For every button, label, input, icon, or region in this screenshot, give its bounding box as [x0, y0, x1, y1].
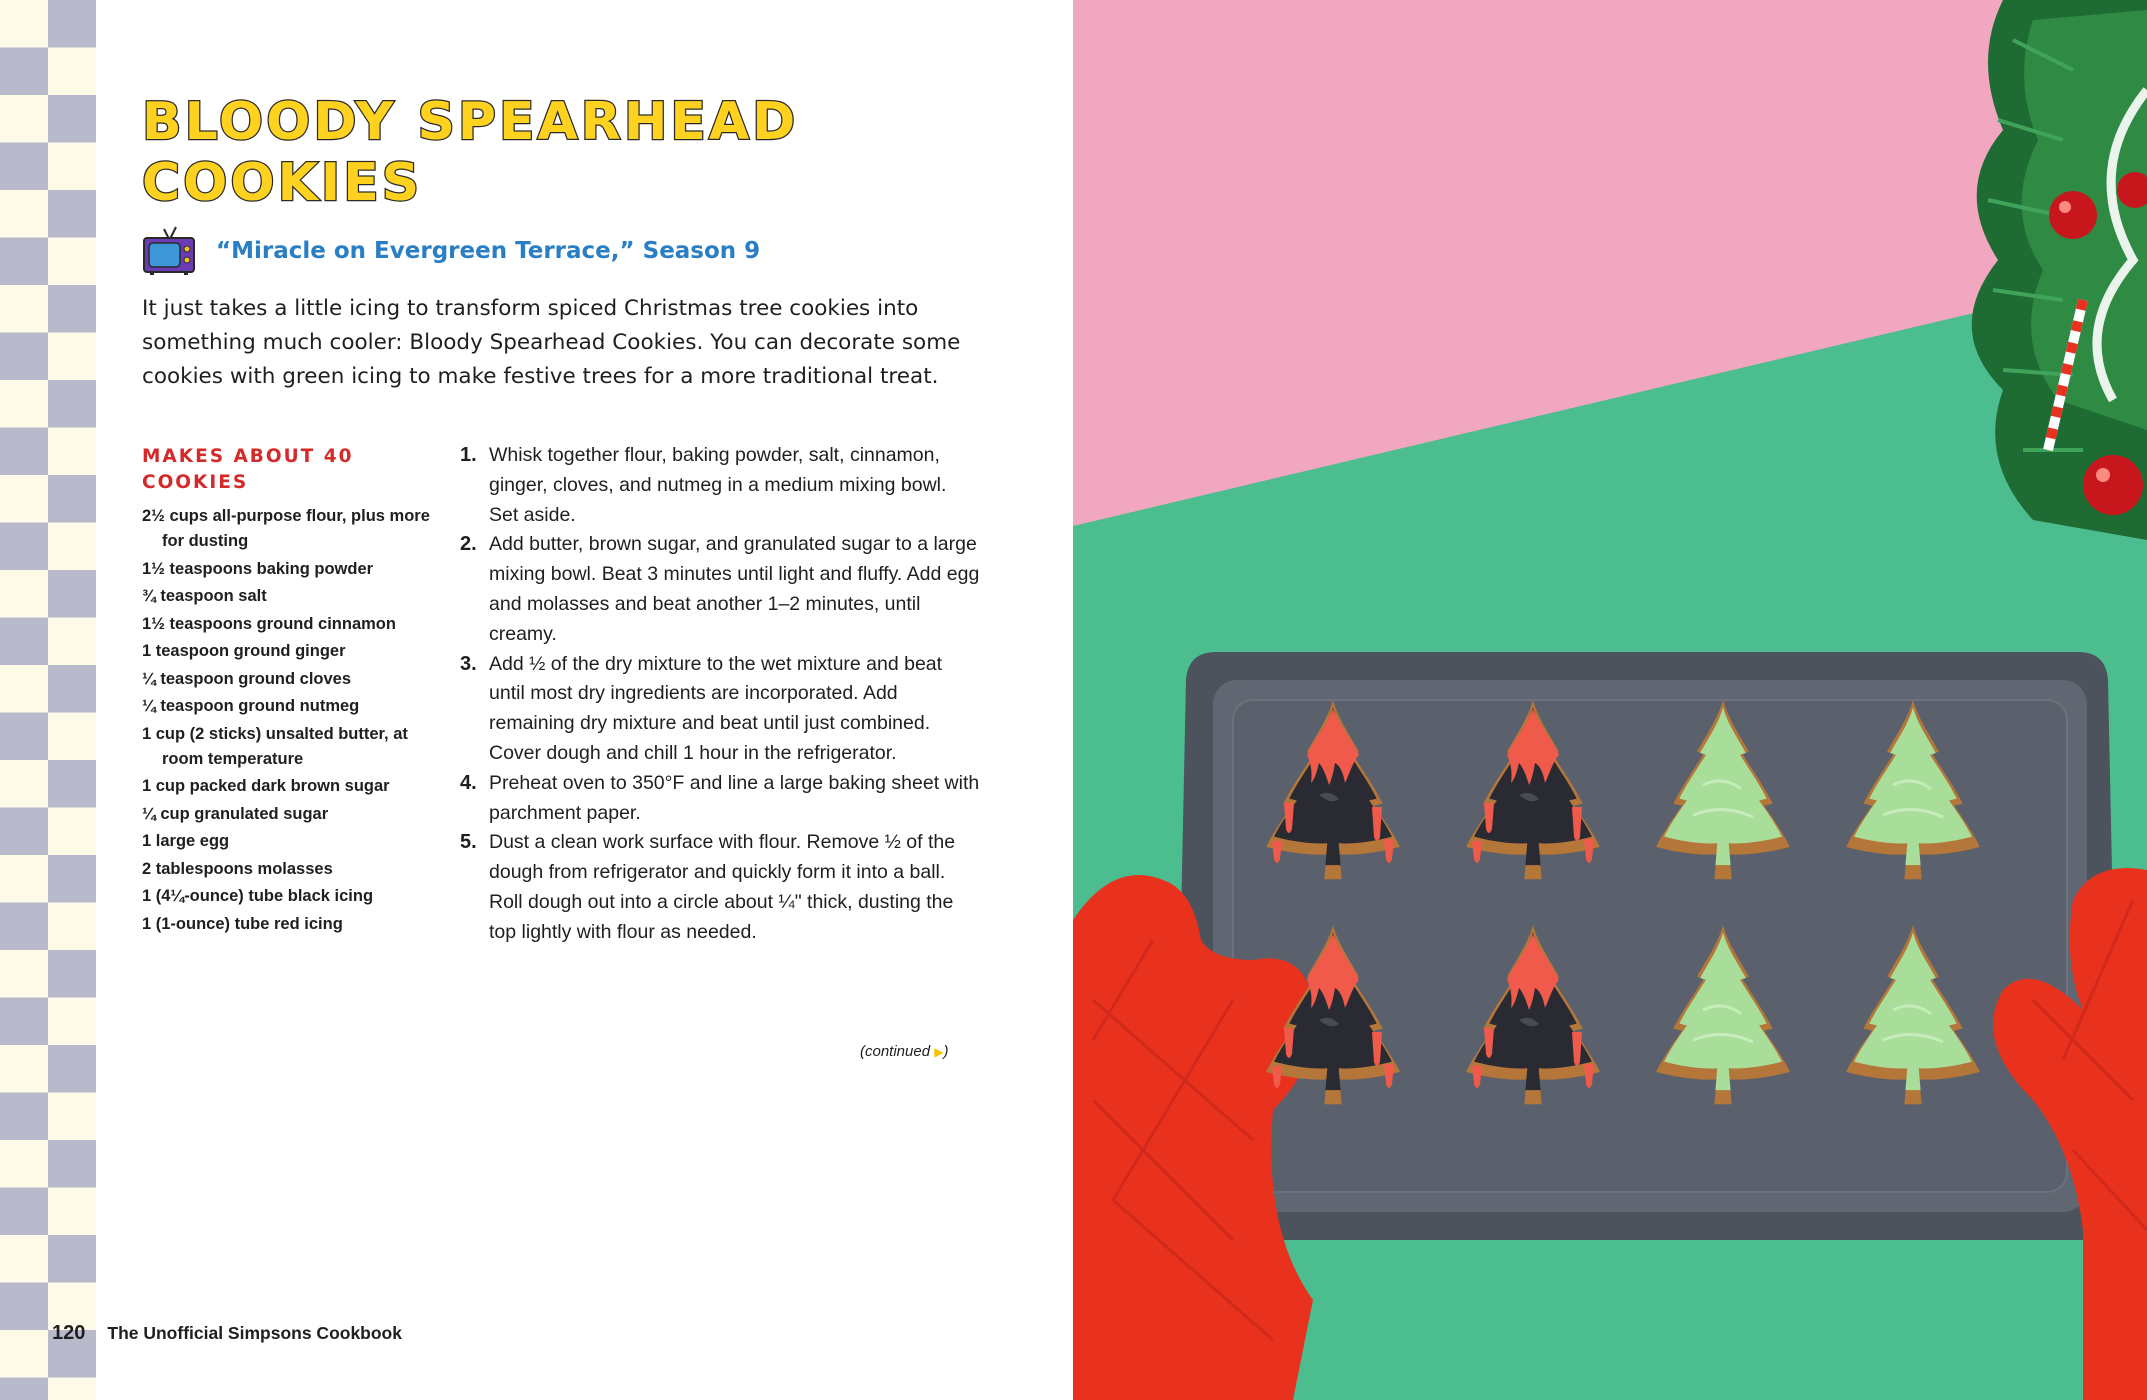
checker-square — [0, 618, 48, 666]
triangle-right-icon: ▶ — [934, 1045, 944, 1059]
checker-square — [48, 0, 96, 48]
checker-square — [48, 285, 96, 333]
checker-square — [48, 238, 96, 286]
checker-square — [0, 998, 48, 1046]
checker-square — [0, 1140, 48, 1188]
ingredient-item: 2½ cups all-purpose flour, plus more for dusting — [142, 507, 430, 550]
page-number: 120 — [52, 1322, 86, 1344]
step-number: 4. — [460, 771, 477, 794]
step-number: 1. — [460, 444, 477, 466]
checker-square — [48, 570, 96, 618]
checker-square — [0, 903, 48, 951]
checker-square — [48, 808, 96, 856]
checker-square — [0, 190, 48, 238]
checker-square — [0, 1188, 48, 1236]
ingredient-item: 1½ teaspoons ground cinnamon — [142, 614, 396, 633]
checker-square — [48, 760, 96, 808]
page-footer — [52, 1322, 402, 1345]
checker-square — [48, 380, 96, 428]
checker-square — [48, 950, 96, 998]
checker-square — [48, 1378, 96, 1400]
instruction-step — [460, 530, 980, 649]
step-number: 3. — [460, 652, 477, 675]
checker-square — [0, 143, 48, 191]
recipe-title-line-2: COOKIES — [142, 153, 423, 213]
ingredient-item: ¼ teaspoon ground cloves — [142, 669, 352, 688]
checker-square — [0, 285, 48, 333]
checker-square — [0, 333, 48, 381]
checker-square — [0, 713, 48, 761]
checker-square — [48, 1140, 96, 1188]
continued-label: continued — [865, 1043, 931, 1060]
checker-square — [0, 665, 48, 713]
instruction-step — [460, 828, 980, 947]
step-text: Whisk together flour, baking powder, salt, cinnamon, ginger, cloves, and nutmeg in a medium mixing bowl. Set aside. — [489, 444, 947, 526]
checker-square — [0, 1093, 48, 1141]
recipe-page — [0, 0, 1073, 1400]
ingredient-item: 1 (4¼-ounce) tube black icing — [142, 887, 374, 905]
checker-square — [48, 1235, 96, 1283]
checker-square — [0, 950, 48, 998]
tv-icon — [142, 226, 196, 276]
checker-square — [48, 1188, 96, 1236]
checkerboard-border — [0, 0, 96, 1400]
checker-square — [0, 380, 48, 428]
ingredient-item: 1 cup packed dark brown sugar — [142, 777, 390, 795]
checker-square — [0, 1235, 48, 1283]
step-number: 5. — [460, 831, 477, 854]
episode-label: “Miracle on Evergreen Terrace,” Season 9 — [216, 238, 761, 264]
checker-square — [48, 998, 96, 1046]
recipe-yield: MAKES ABOUT 40 COOKIES — [142, 446, 354, 493]
ingredient-item: ¼ teaspoon ground nutmeg — [142, 697, 360, 715]
checker-square — [48, 95, 96, 143]
checker-square — [0, 48, 48, 96]
checker-square — [48, 190, 96, 238]
ingredient-item: 1 cup (2 sticks) unsalted butter, at room temperature — [142, 724, 408, 768]
continued-note: (continued ▶) — [860, 1043, 949, 1060]
checker-square — [0, 95, 48, 143]
checker-square — [0, 570, 48, 618]
checker-square — [48, 143, 96, 191]
step-text: Add butter, brown sugar, and granulated sugar to a large mixing bowl. Beat 3 minutes until light and fluffy. Add egg and molasses and beat another 1–2 minutes, until creamy. — [489, 533, 980, 645]
ingredient-item: ¼ cup granulated sugar — [142, 804, 329, 823]
checker-square — [0, 808, 48, 856]
checker-square — [0, 855, 48, 903]
checker-square — [48, 475, 96, 523]
checker-square — [48, 665, 96, 713]
checker-square — [0, 1378, 48, 1400]
recipe-title — [142, 92, 798, 214]
instruction-list — [460, 441, 980, 948]
ingredient-item: 1 large egg — [142, 832, 230, 850]
instruction-step — [460, 650, 980, 769]
ingredient-item: 1 (1-ounce) tube red icing — [142, 914, 343, 933]
checker-square — [0, 760, 48, 808]
recipe-intro: It just takes a little icing to transform spiced Christmas tree cookies into something much cooler: Bloody Spearhead Cookies. You can decorate some cookies with green icing to make festive trees for a more traditional treat. — [142, 296, 961, 389]
step-text: Preheat oven to 350°F and line a large baking sheet with parchment paper. — [489, 771, 980, 824]
step-text: Add ½ of the dry mixture to the wet mixture and beat until most dry ingredients are incorporated. Add remaining dry mixture and beat until just combined. Cover dough and chill 1 hour in the refrigerator. — [489, 652, 943, 764]
episode-reference — [142, 226, 760, 276]
ingredient-list — [142, 504, 432, 939]
checker-square — [48, 48, 96, 96]
checker-square — [0, 1045, 48, 1093]
ingredient-item: 1 teaspoon ground ginger — [142, 642, 346, 660]
checker-square — [0, 1330, 48, 1378]
checker-square — [48, 428, 96, 476]
step-number: 2. — [460, 533, 477, 556]
cookie-tray-photo — [1073, 0, 2147, 1400]
instruction-step — [460, 441, 980, 530]
instruction-step — [460, 769, 980, 829]
checker-square — [48, 855, 96, 903]
checker-square — [0, 1283, 48, 1331]
ingredient-item: 1½ teaspoons baking powder — [142, 559, 374, 578]
checker-square — [48, 1045, 96, 1093]
book-title: The Unofficial Simpsons Cookbook — [107, 1323, 402, 1343]
checker-square — [48, 618, 96, 666]
checker-square — [48, 333, 96, 381]
checker-square — [0, 0, 48, 48]
ingredient-item: ¾ teaspoon salt — [142, 587, 267, 605]
checker-square — [48, 1093, 96, 1141]
step-text: Dust a clean work surface with flour. Remove ½ of the dough from refrigerator and quickly form it into a ball. Roll dough out into a circle about ¼" thick, dusting the top lightly with flour as needed. — [489, 831, 956, 943]
checker-square — [0, 475, 48, 523]
checker-square — [0, 428, 48, 476]
recipe-title-line-1: BLOODY SPEARHEAD — [142, 92, 799, 152]
checker-square — [0, 238, 48, 286]
ingredient-item: 2 tablespoons molasses — [142, 859, 333, 878]
checker-square — [48, 713, 96, 761]
checker-square — [48, 523, 96, 571]
checker-square — [0, 523, 48, 571]
checker-square — [48, 903, 96, 951]
